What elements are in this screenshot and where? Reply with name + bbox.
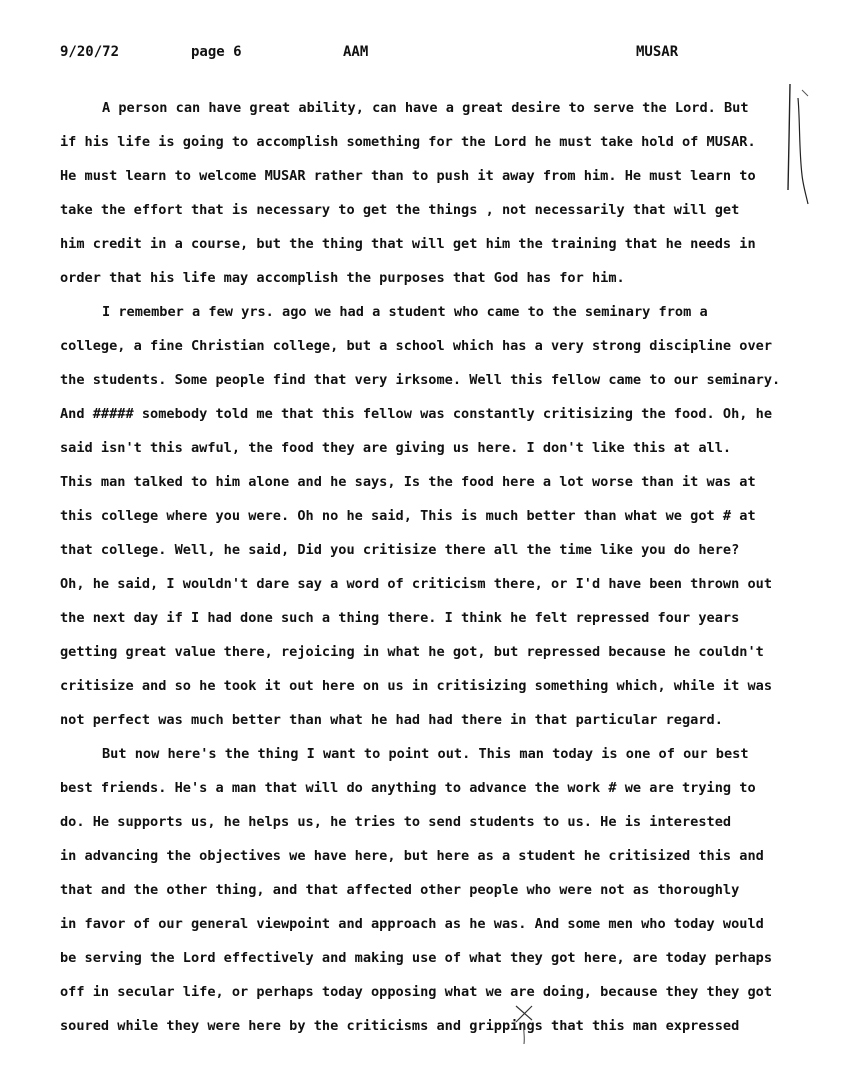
text-line: college, a fine Christian college, but a school which has a very strong discipline over (60, 338, 773, 354)
text-line: He must learn to welcome MUSAR rather than to push it away from him. He must learn to (60, 168, 756, 184)
text-line: Oh, he said, I wouldn't dare say a word of criticism there, or I'd have been thrown out (60, 576, 773, 592)
text-line: critisize and so he took it out here on us in critisizing something which, while it was (60, 678, 773, 694)
text-line: getting great value there, rejoicing in what he got, but repressed because he couldn't (60, 644, 764, 660)
text-line: off in secular life, or perhaps today opposing what we are doing, because they they got (60, 984, 773, 1000)
header-page-number: page 6 (191, 44, 242, 60)
text-line: this college where you were. Oh no he said, This is much better than what we got # at (60, 508, 756, 524)
handwritten-correction-mark (512, 1000, 536, 1048)
body-text (60, 91, 800, 1043)
text-line: said isn't this awful, the food they are giving us here. I don't like this at all. (60, 440, 732, 456)
text-line: This man talked to him alone and he says, Is the food here a lot worse than it was at (60, 474, 756, 490)
text-line: best friends. He's a man that will do anything to advance the work # we are trying to (60, 780, 756, 796)
text-line: And ##### somebody told me that this fellow was constantly critisizing the food. Oh, he (60, 406, 773, 422)
text-line: be serving the Lord effectively and making use of what they got here, are today perhaps (60, 950, 773, 966)
header-date: 9/20/72 (60, 44, 120, 60)
text-line: if his life is going to accomplish something for the Lord he must take hold of MUSAR. (60, 134, 756, 150)
text-line: not perfect was much better than what he had had there in that particular regard. (60, 712, 723, 728)
header-author-initials: AAM (343, 44, 369, 60)
text-line: him credit in a course, but the thing that will get him the training that he needs in (60, 236, 756, 252)
text-line: order that his life may accomplish the purposes that God has for him. (60, 270, 625, 286)
text-line: the next day if I had done such a thing there. I think he felt repressed four years (60, 610, 740, 626)
text-line: take the effort that is necessary to get the things , not necessarily that will get (60, 202, 740, 218)
text-line: do. He supports us, he helps us, he tries to send students to us. He is interested (60, 814, 732, 830)
text-line: But now here's the thing I want to point out. This man today is one of our best (102, 746, 749, 762)
text-line: in advancing the objectives we have here, but here as a student he critisized this and (60, 848, 764, 864)
text-line: the students. Some people find that very irksome. Well this fellow came to our seminary. (60, 372, 781, 388)
text-line: in favor of our general viewpoint and approach as he was. And some men who today would (60, 916, 764, 932)
text-line: A person can have great ability, can have a great desire to serve the Lord. But (102, 100, 749, 116)
header-title: MUSAR (636, 44, 679, 60)
text-line: that college. Well, he said, Did you critisize there all the time like you do here? (60, 542, 740, 558)
text-line: that and the other thing, and that affected other people who were not as thoroughly (60, 882, 740, 898)
text-line: soured while they were here by the criticisms and grippings that this man expressed (60, 1018, 740, 1034)
text-line: I remember a few yrs. ago we had a student who came to the seminary from a (102, 304, 708, 320)
